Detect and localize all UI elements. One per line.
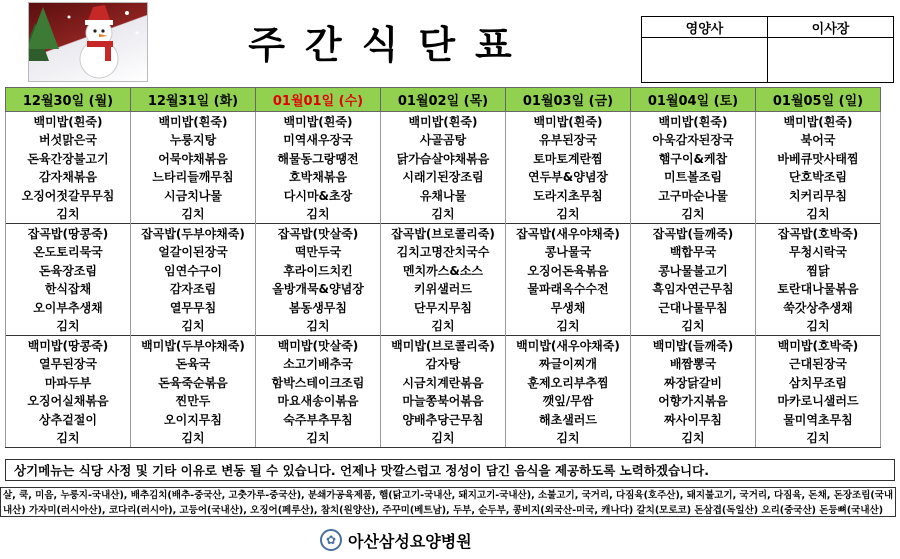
menu-item: 김치고명잔치국수: [381, 243, 506, 262]
menu-item: 올방개묵&양념장: [256, 280, 381, 299]
menu-item: 잡곡밥(호박죽): [756, 224, 881, 243]
menu-item: 무생채: [506, 298, 631, 317]
menu-item: 김치: [631, 317, 756, 336]
menu-item: 근대된장국: [756, 355, 881, 374]
day-header: 12월31일 (화): [131, 88, 256, 112]
menu-item: 오징어실채볶음: [6, 392, 131, 411]
menu-item: 근대나물무침: [631, 298, 756, 317]
menu-item: 어향가지볶음: [631, 392, 756, 411]
menu-item: 콩나물국: [506, 243, 631, 262]
lunch-row: [6, 261, 881, 280]
menu-item: 돈육국: [131, 355, 256, 374]
christmas-snowman-image: [28, 2, 148, 82]
dinner-row: [6, 355, 881, 374]
menu-item: 찜닭: [756, 261, 881, 280]
menu-item: 온도토리묵국: [6, 243, 131, 262]
menu-item: 미트볼조림: [631, 168, 756, 187]
menu-item: 오이부추생채: [6, 298, 131, 317]
menu-item: 백미밥(흰죽): [131, 112, 256, 131]
menu-item: 해물동그랑땡전: [256, 149, 381, 168]
menu-item: 백미밥(흰죽): [631, 112, 756, 131]
breakfast-row: [6, 186, 881, 205]
dinner-row: [6, 410, 881, 429]
menu-item: 김치: [506, 429, 631, 448]
menu-item: 김치: [381, 205, 506, 224]
menu-item: 백미밥(두부야채죽): [131, 336, 256, 355]
menu-item: 김치: [381, 429, 506, 448]
day-header: 01월03일 (금): [506, 88, 631, 112]
menu-item: 키위샐러드: [381, 280, 506, 299]
menu-item: 김치: [256, 429, 381, 448]
menu-item: 어묵야채볶음: [131, 149, 256, 168]
menu-item: 해초샐러드: [506, 410, 631, 429]
origin-line-1: 살, 쿡, 미음, 누룽지-국내산), 배추김치(배추-중국산, 고춧가루-중국산), 분쇄가공육제품, 햄(닭고기-국내산, 돼지고기-국내산), 소불고기, 국거리, 다짐육(호주산), 돼지불고기, 국거리, 다짐육, 돈채, 돈장조림(국내: [3, 490, 894, 501]
menu-item: 짜사이무침: [631, 410, 756, 429]
menu-item: 마파두부: [6, 373, 131, 392]
lunch-row: [6, 280, 881, 299]
menu-item: 호박채볶음: [256, 168, 381, 187]
menu-item: 오이지무침: [131, 410, 256, 429]
menu-item: 잡곡밥(브로콜리죽): [381, 224, 506, 243]
hospital-logo-icon: ✿: [320, 529, 342, 551]
menu-item: 잡곡밥(맛살죽): [256, 224, 381, 243]
menu-item: 백미밥(흰죽): [6, 112, 131, 131]
menu-item: 미역새우장국: [256, 131, 381, 150]
menu-item: 시금치나물: [131, 186, 256, 205]
menu-item: 열무무침: [131, 298, 256, 317]
menu-item: 김치: [381, 317, 506, 336]
menu-item: 백미밥(흰죽): [256, 112, 381, 131]
menu-item: 백미밥(흰죽): [756, 112, 881, 131]
menu-item: 백미밥(들깨죽): [631, 336, 756, 355]
breakfast-row: [6, 205, 881, 224]
menu-item: 얼갈이된장국: [131, 243, 256, 262]
menu-change-notice: 상기메뉴는 식당 사정 및 기타 이유로 변동 될 수 있습니다. 언제나 맛깔스럽고 정성이 담긴 음식을 제공하도록 노력하겠습니다.: [5, 459, 895, 481]
menu-item: 후라이드치킨: [256, 261, 381, 280]
menu-item: 아욱감자된장국: [631, 131, 756, 150]
menu-item: 숙주부추무침: [256, 410, 381, 429]
menu-item: 김치: [506, 317, 631, 336]
lunch-row: [6, 317, 881, 336]
menu-item: 김치: [631, 429, 756, 448]
menu-item: 백미밥(땅콩죽): [6, 336, 131, 355]
day-header-row: [6, 88, 881, 112]
menu-item: 돈육간장불고기: [6, 149, 131, 168]
breakfast-row: [6, 168, 881, 187]
menu-item: 연두부&양념장: [506, 168, 631, 187]
menu-item: 훈제오리부추찜: [506, 373, 631, 392]
menu-item: 단호박조림: [756, 168, 881, 187]
menu-item: 사골곰탕: [381, 131, 506, 150]
breakfast-row: [6, 149, 881, 168]
dinner-row: [6, 429, 881, 448]
director-label: 이사장: [768, 17, 894, 38]
menu-item: 단무지무침: [381, 298, 506, 317]
menu-item: 잡곡밥(두부야채죽): [131, 224, 256, 243]
menu-item: 백미밥(브로콜리죽): [381, 336, 506, 355]
menu-item: 잡곡밥(새우야채죽): [506, 224, 631, 243]
menu-item: 느타리들깨무침: [131, 168, 256, 187]
breakfast-row: [6, 131, 881, 150]
menu-item: 잡곡밥(들깨죽): [631, 224, 756, 243]
menu-item: 백미밥(맛살죽): [256, 336, 381, 355]
dinner-row: [6, 392, 881, 411]
menu-item: 유부된장국: [506, 131, 631, 150]
menu-item: 시금치계란볶음: [381, 373, 506, 392]
lunch-row: [6, 298, 881, 317]
menu-item: 감자조림: [131, 280, 256, 299]
dietitian-sign-cell: [642, 38, 768, 83]
menu-item: 돈육장조림: [6, 261, 131, 280]
menu-item: 고구마순나물: [631, 186, 756, 205]
menu-item: 찐만두: [131, 392, 256, 411]
menu-item: 김치: [131, 429, 256, 448]
menu-item: 도라지초무침: [506, 186, 631, 205]
menu-item: 마늘쫑북어볶음: [381, 392, 506, 411]
menu-item: 배짬뽕국: [631, 355, 756, 374]
menu-item: 무청시락국: [756, 243, 881, 262]
menu-item: 멘치까스&소스: [381, 261, 506, 280]
weekly-menu-table: [5, 87, 881, 448]
menu-item: 버섯맑은국: [6, 131, 131, 150]
menu-item: 치커리무침: [756, 186, 881, 205]
menu-item: 토마토계란찜: [506, 149, 631, 168]
dietitian-label: 영양사: [642, 17, 768, 38]
menu-item: 바베큐맛사태찜: [756, 149, 881, 168]
menu-item: 김치: [506, 205, 631, 224]
page-title: 주간식단표: [248, 23, 532, 67]
menu-item: 김치: [256, 205, 381, 224]
menu-item: 쑥갓상추생채: [756, 298, 881, 317]
ingredient-origin-info: [0, 487, 896, 517]
menu-item: 북어국: [756, 131, 881, 150]
dinner-row: [6, 336, 881, 355]
menu-item: 김치: [756, 429, 881, 448]
menu-item: 잡곡밥(땅콩죽): [6, 224, 131, 243]
menu-item: 햄구이&케찹: [631, 149, 756, 168]
menu-item: 함박스테이크조림: [256, 373, 381, 392]
menu-item: 김치: [6, 429, 131, 448]
menu-item: 토란대나물볶음: [756, 280, 881, 299]
menu-item: 짜글이찌개: [506, 355, 631, 374]
menu-item: 오징어돈육볶음: [506, 261, 631, 280]
menu-item: 김치: [756, 205, 881, 224]
menu-item: 김치: [131, 205, 256, 224]
menu-item: 백미밥(흰죽): [506, 112, 631, 131]
menu-item: 삼치무조림: [756, 373, 881, 392]
dinner-row: [6, 373, 881, 392]
day-header: 01월05일 (일): [756, 88, 881, 112]
menu-item: 김치: [256, 317, 381, 336]
origin-line-2: 내산) 가자미(러시아산), 코다리(러시아), 고등어(국내산), 오징어(페루산), 참치(원양산), 주꾸미(베트남), 두부, 순두부, 콩비지(외국산-미국, 캐나다) 갈치(모로코) 돈삼겹(독일산) 오리(중국산) 돈등뼈(국내산): [3, 505, 884, 516]
menu-item: 시래기된장조림: [381, 168, 506, 187]
menu-item: 유채나물: [381, 186, 506, 205]
breakfast-row: [6, 112, 881, 131]
menu-item: 돈육죽순볶음: [131, 373, 256, 392]
menu-item: 열무된장국: [6, 355, 131, 374]
menu-item: 임연수구이: [131, 261, 256, 280]
menu-item: 김치: [756, 317, 881, 336]
menu-item: 깻잎/무쌈: [506, 392, 631, 411]
menu-item: 소고기배추국: [256, 355, 381, 374]
day-header: 01월02일 (목): [381, 88, 506, 112]
lunch-row: [6, 224, 881, 243]
menu-item: 백미밥(흰죽): [381, 112, 506, 131]
menu-item: 닭가슴살야채볶음: [381, 149, 506, 168]
menu-item: 마카로니샐러드: [756, 392, 881, 411]
menu-item: 마요새송이볶음: [256, 392, 381, 411]
director-sign-cell: [768, 38, 894, 83]
menu-item: 김치: [6, 205, 131, 224]
menu-item: 짜장닭갈비: [631, 373, 756, 392]
menu-item: 백미밥(호박죽): [756, 336, 881, 355]
menu-item: 감자탕: [381, 355, 506, 374]
menu-item: 봄동생무침: [256, 298, 381, 317]
menu-item: 양배추당근무침: [381, 410, 506, 429]
day-header: 01월01일 (수): [256, 88, 381, 112]
footer: [320, 526, 472, 554]
menu-item: 물미역초무침: [756, 410, 881, 429]
menu-item: 김치: [631, 205, 756, 224]
menu-item: 김치: [131, 317, 256, 336]
hospital-name: 아산삼성요양병원: [348, 531, 472, 551]
lunch-row: [6, 243, 881, 262]
menu-item: 백합무국: [631, 243, 756, 262]
day-header: 01월04일 (토): [631, 88, 756, 112]
menu-item: 콩나물불고기: [631, 261, 756, 280]
menu-item: 백미밥(새우야채죽): [506, 336, 631, 355]
menu-item: 오징어젓갈무무침: [6, 186, 131, 205]
menu-item: 누룽지탕: [131, 131, 256, 150]
menu-item: 한식잡채: [6, 280, 131, 299]
menu-item: 물파래옥수수전: [506, 280, 631, 299]
approval-box: [641, 16, 894, 83]
menu-item: 흑임자연근무침: [631, 280, 756, 299]
snowman-illustration: [29, 3, 147, 81]
menu-item: 감자채볶음: [6, 168, 131, 187]
menu-item: 다시마&초장: [256, 186, 381, 205]
menu-item: 상추겉절이: [6, 410, 131, 429]
menu-item: 김치: [6, 317, 131, 336]
menu-item: 떡만두국: [256, 243, 381, 262]
day-header: 12월30일 (월): [6, 88, 131, 112]
